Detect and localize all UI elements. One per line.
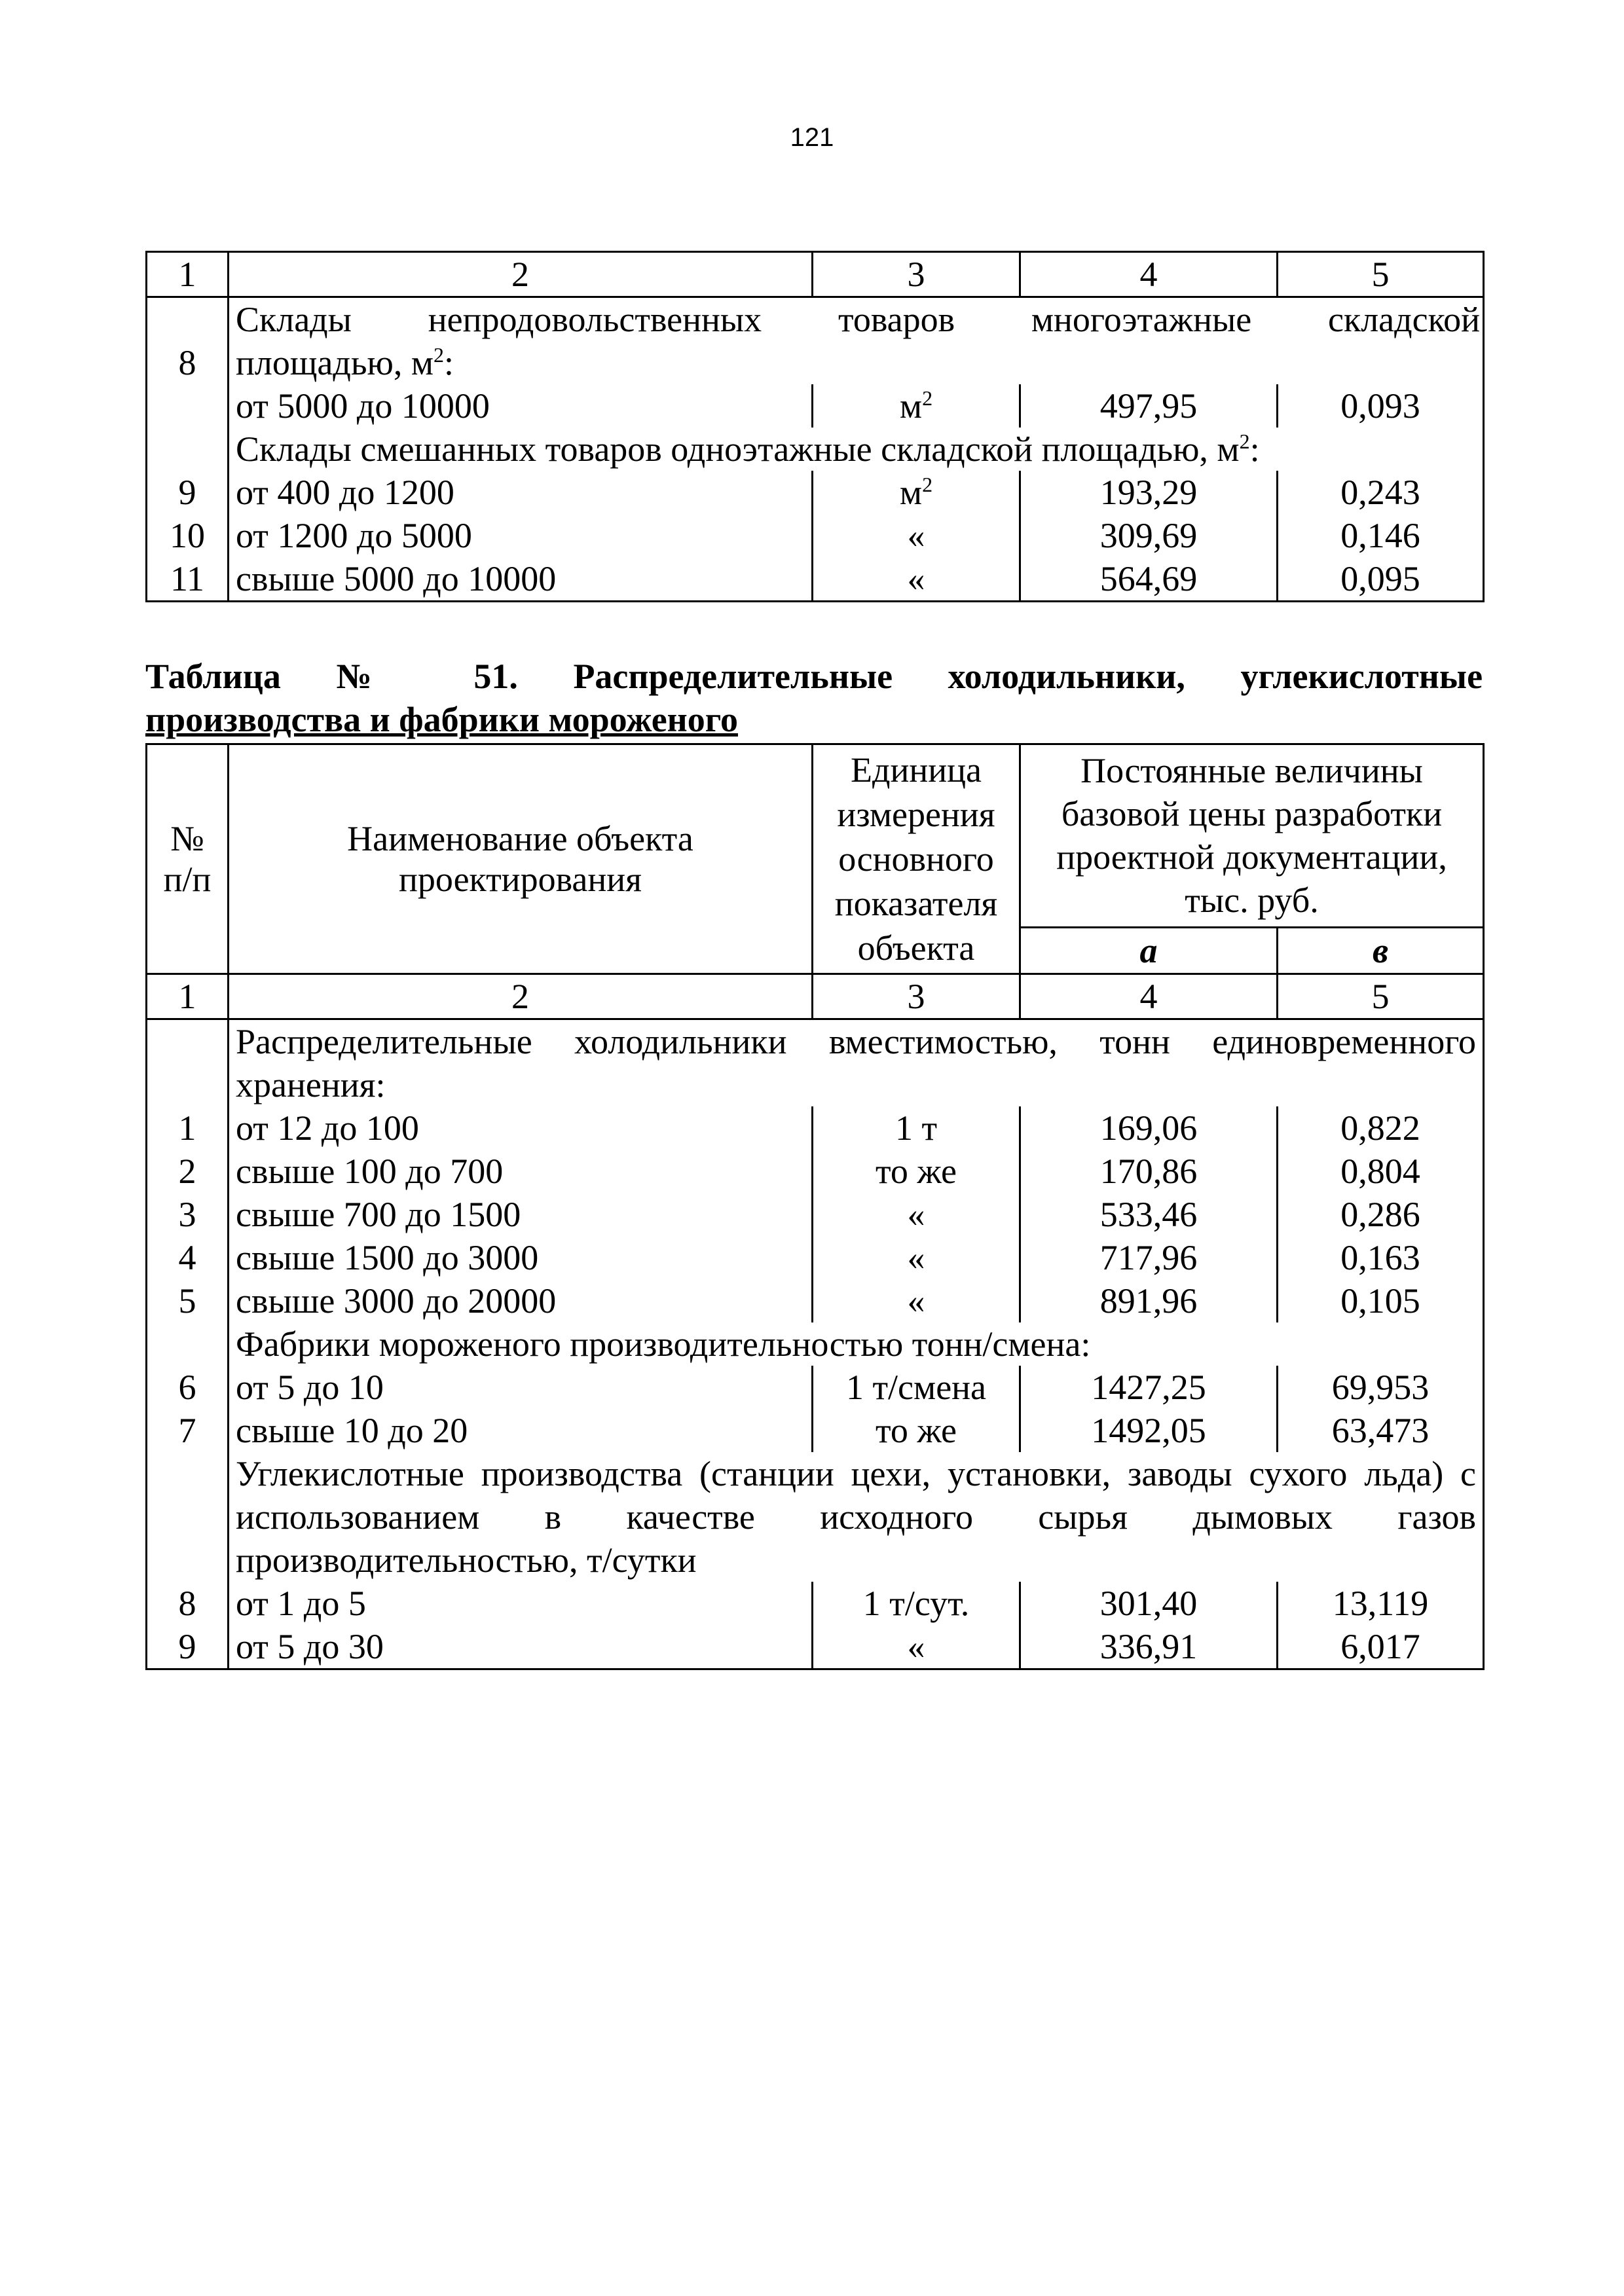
header-name: Наименование объекта проектирования bbox=[229, 744, 813, 974]
column-index-row: 1 2 3 4 5 bbox=[147, 974, 1484, 1019]
header-number: № п/п bbox=[147, 744, 229, 974]
table-row: 6 от 5 до 10 1 т/смена 1427,25 69,953 bbox=[147, 1366, 1484, 1409]
group-title-word-5: складской bbox=[1328, 300, 1480, 339]
table-row: 9 от 5 до 30 « 336,91 6,017 bbox=[147, 1625, 1484, 1669]
group-title bbox=[229, 297, 1484, 342]
group-title-word-2: непродовольственных bbox=[428, 300, 762, 339]
group-title-word-3: товаров bbox=[838, 300, 955, 339]
caption-word: углекислотные bbox=[1240, 657, 1483, 696]
caption-word: Таблица bbox=[145, 657, 281, 696]
table-row: 2 свыше 100 до 700 то же 170,86 0,804 bbox=[147, 1150, 1484, 1193]
col-index-4: 4 bbox=[1020, 252, 1278, 297]
section-title-row bbox=[147, 1452, 1484, 1582]
table-row: 5 свыше 3000 до 20000 « 891,96 0,105 bbox=[147, 1279, 1484, 1322]
row-unit: $м^2$ bbox=[813, 384, 1020, 428]
group-title-row bbox=[147, 297, 1484, 342]
section-title: Углекислотные производства (станции цехи, установки, заводы сухого льда) с использованием в качестве исходного сырья дымовых газов производительностью, т/сутки bbox=[229, 1452, 1484, 1582]
group-title-word-4: многоэтажные bbox=[1031, 300, 1252, 339]
row-value-a: 497,95 bbox=[1020, 384, 1278, 428]
col-index-3: 3 bbox=[813, 252, 1020, 297]
table-51 bbox=[145, 743, 1485, 1670]
table-row: 10 от 1200 до 5000 « 309,69 0,146 bbox=[147, 514, 1484, 557]
section-title-row bbox=[147, 1322, 1484, 1366]
col-index-5: 5 bbox=[1278, 252, 1484, 297]
table-row: 1 от 12 до 100 1 т 169,06 0,822 bbox=[147, 1106, 1484, 1150]
table-caption bbox=[145, 655, 1483, 741]
page-number: 121 bbox=[790, 123, 834, 152]
section-title-row bbox=[147, 1019, 1484, 1107]
row-name: от 5000 до 10000 bbox=[229, 384, 813, 428]
col-index-2: 2 bbox=[229, 252, 813, 297]
caption-word: холодильники, bbox=[948, 657, 1185, 696]
caption-word: № bbox=[336, 657, 418, 696]
row-number: 8 bbox=[147, 341, 229, 384]
table-row: 9 от 400 до 1200 $м^2$ 193,29 0,243 bbox=[147, 471, 1484, 514]
header-const: Постоянные величины базовой цены разработки проектной документации, тыс. руб. bbox=[1020, 744, 1484, 928]
header-col-b: в bbox=[1278, 927, 1484, 974]
group-title-word-1: Склады bbox=[236, 300, 352, 339]
table-row: 3 свыше 700 до 1500 « 533,46 0,286 bbox=[147, 1193, 1484, 1236]
column-index-row bbox=[147, 252, 1484, 297]
continued-table bbox=[145, 251, 1485, 602]
caption-line-2: производства и фабрики мороженого bbox=[145, 700, 738, 739]
group-title-row bbox=[147, 428, 1484, 471]
col-index-1: 1 bbox=[147, 252, 229, 297]
section-title: Распределительные холодильники вместимостью, тонн единовременного хранения: bbox=[229, 1019, 1484, 1107]
table-row: 7 свыше 10 до 20 то же 1492,05 63,473 bbox=[147, 1409, 1484, 1452]
table-row: 8 от 1 до 5 1 т/сут. 301,40 13,119 bbox=[147, 1582, 1484, 1625]
group-title-row-2: 8 площадью, $м^2$: bbox=[147, 341, 1484, 384]
section-title: Фабрики мороженого производительностью тонн/смена: bbox=[229, 1322, 1484, 1366]
caption-word: 51. bbox=[473, 657, 518, 696]
row-value-b: 0,093 bbox=[1278, 384, 1484, 428]
header-col-a: а bbox=[1020, 927, 1278, 974]
group-title: Склады смешанных товаров одноэтажные складской площадью, $м^2$: bbox=[229, 428, 1484, 471]
table-row bbox=[147, 384, 1484, 428]
header-row bbox=[147, 744, 1484, 928]
table-row: 4 свыше 1500 до 3000 « 717,96 0,163 bbox=[147, 1236, 1484, 1279]
caption-word: Распределительные bbox=[573, 657, 893, 696]
table-row: 11 свыше 5000 до 10000 « 564,69 0,095 bbox=[147, 557, 1484, 602]
header-unit: Единица измерения основного показателя объекта bbox=[813, 744, 1020, 974]
